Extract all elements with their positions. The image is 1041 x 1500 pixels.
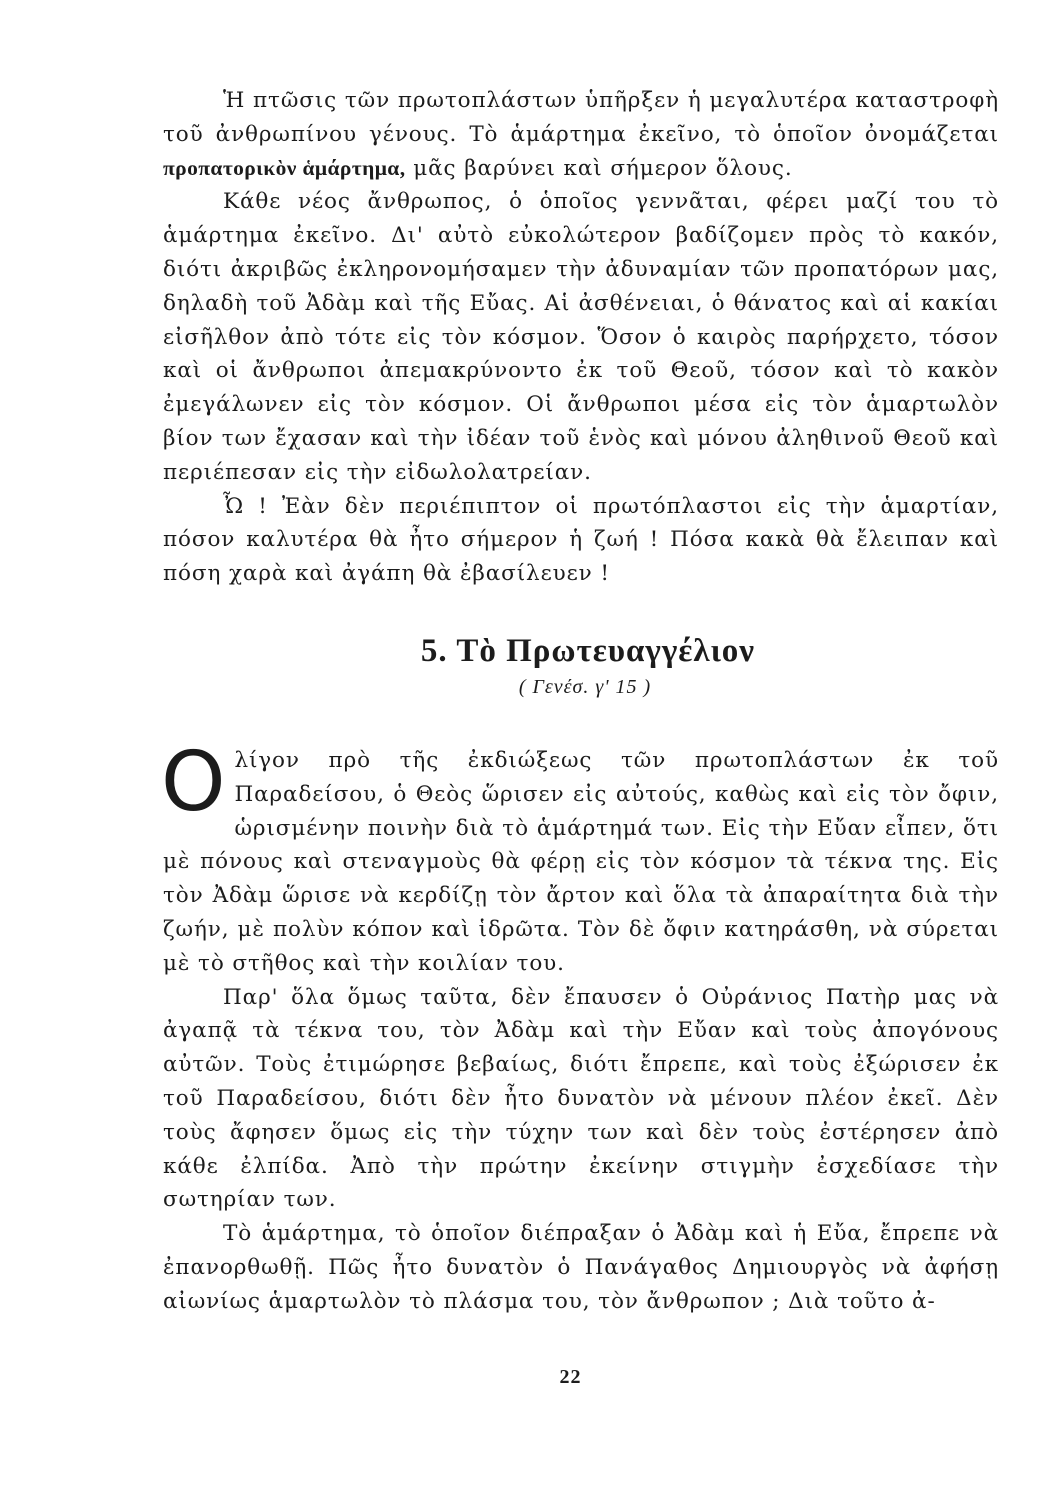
paragraph-text: Ἡ πτῶσις τῶν πρωτοπλάστων ὑπῆρξεν ἡ μεγαλυτέρα καταστροφὴ τοῦ ἀνθρωπίνου γένους. Τὸ ἁμάρτημα ἐκεῖνο, τὸ ὁποῖον ὀνομάζεται	[163, 88, 999, 147]
drop-cap: Ο	[161, 734, 227, 830]
book-page	[163, 84, 999, 1319]
paragraph-fathers-love: Παρ' ὅλα ὅμως ταῦτα, δὲν ἔπαυσεν ὁ Οὐράνιος Πατὴρ μας νὰ ἀγαπᾷ τὰ τέκνα του, τὸν Ἀδὰμ καὶ τὴν Εὔαν καὶ τοὺς ἀπογόνους αὐτῶν. Τοὺς ἐτιμώρησε βεβαίως, διότι ἔπρεπε, καὶ τοὺς ἐξώρισεν ἐκ τοῦ Παραδείσου, διότι δὲν ἦτο δυνατὸν νὰ μένουν πλέον ἐκεῖ. Δὲν τοὺς ἄφησεν ὅμως εἰς τὴν τύχην των καὶ δὲν τοὺς ἐστέρησεν ἀπὸ κάθε ἐλπίδα. Ἀπὸ τὴν πρώτην ἐκείνην στιγμὴν ἐσχεδίασε τὴν σωτηρίαν των.	[163, 984, 999, 1213]
bold-term-ancestral-sin: προπατορικὸν ἁμάρτημα,	[163, 155, 406, 180]
paragraph-fall-of-protoplasts	[163, 84, 999, 185]
paragraph-lament: Ὦ ! Ἐὰν δὲν περιέπιπτον οἱ πρωτόπλαστοι εἰς τὴν ἁμαρτίαν, πόσον καλυτέρα θὰ ἦτο σήμερον ἡ ζωή ! Πόσα κακὰ θὰ ἔλειπαν καὶ πόση χαρὰ καὶ ἀγάπη θὰ ἐβασίλευεν !	[163, 493, 999, 587]
paragraph-inherited-sin: Κάθε νέος ἄνθρωπος, ὁ ὁποῖος γεννᾶται, φέρει μαζί του τὸ ἁμάρτημα ἐκεῖνο. Δι' αὐτὸ εὐκολώτερον βαδίζομεν πρὸς τὸ κακόν, διότι ἀκριβῶς ἐκληρονομήσαμεν τὴν ἀδυναμίαν τῶν προπατόρων μας, δηλαδὴ τοῦ Ἀδὰμ καὶ τῆς Εὔας. Αἱ ἀσθένειαι, ὁ θάνατος καὶ αἱ κακίαι εἰσῆλθον ἀπὸ τότε εἰς τὸν κόσμον. Ὅσον ὁ καιρὸς παρήρχετο, τόσον καὶ οἱ ἄνθρωποι ἀπεμακρύνοντο ἐκ τοῦ Θεοῦ, τόσον καὶ τὸ κακὸν ἐμεγάλωνεν εἰς τὸν κόσμον. Οἱ ἄνθρωποι μέσα εἰς τὸν ἁμαρτωλὸν βίον των ἔχασαν καὶ τὴν ἰδέαν τοῦ ἑνὸς καὶ μόνου ἀληθινοῦ Θεοῦ καὶ περιέπεσαν εἰς τὴν εἰδωλολατρείαν.	[163, 189, 999, 485]
page-number: 22	[559, 1366, 582, 1388]
paragraph-text: μᾶς βαρύνει καὶ σήμερον ὅλους.	[405, 155, 793, 181]
paragraph-text: λίγον πρὸ τῆς ἐκδιώξεως τῶν πρωτοπλάστων ἐκ τοῦ Παραδείσου, ὁ Θεὸς ὥρισεν εἰς αὐτούς, καθὼς καὶ εἰς τὸν ὄφιν, ὡρισμένην ποινὴν διὰ τὸ ἁμάρτημά των. Εἰς τὴν Εὔαν εἶπεν, ὅτι μὲ πόνους καὶ στεναγμοὺς θὰ φέρῃ εἰς τὸν κόσμον τὰ τέκνα της. Εἰς τὸν Ἀδὰμ ὥρισε νὰ κερδίζῃ τὸν ἄρτον καὶ ὅλα τὰ ἀπαραίτητα διὰ τὴν ζωήν, μὲ πολὺν κόπον καὶ ἱδρῶτα. Τὸν δὲ ὄφιν κατηράσθη, νὰ σύρεται μὲ τὸ στῆθος καὶ τὴν κοιλίαν του.	[163, 747, 999, 976]
paragraph-punishment	[161, 734, 999, 981]
paragraph-restoration: Τὸ ἁμάρτημα, τὸ ὁποῖον διέπραξαν ὁ Ἀδὰμ καὶ ἡ Εὔα, ἔπρεπε νὰ ἐπανορθωθῇ. Πῶς ἦτο δυνατὸν ὁ Πανάγαθος Δημιουργὸς νὰ ἀφήσῃ αἰωνίως ἁμαρτωλὸν τὸ πλάσμα του, τὸν ἄνθρωπον ; Διὰ τοῦτο ἀ-	[163, 1221, 999, 1314]
section-reference: ( Γενέσ. γ' 15 )	[518, 675, 652, 698]
section-title: 5. Τὸ Πρωτευαγγέλιον	[420, 632, 756, 669]
